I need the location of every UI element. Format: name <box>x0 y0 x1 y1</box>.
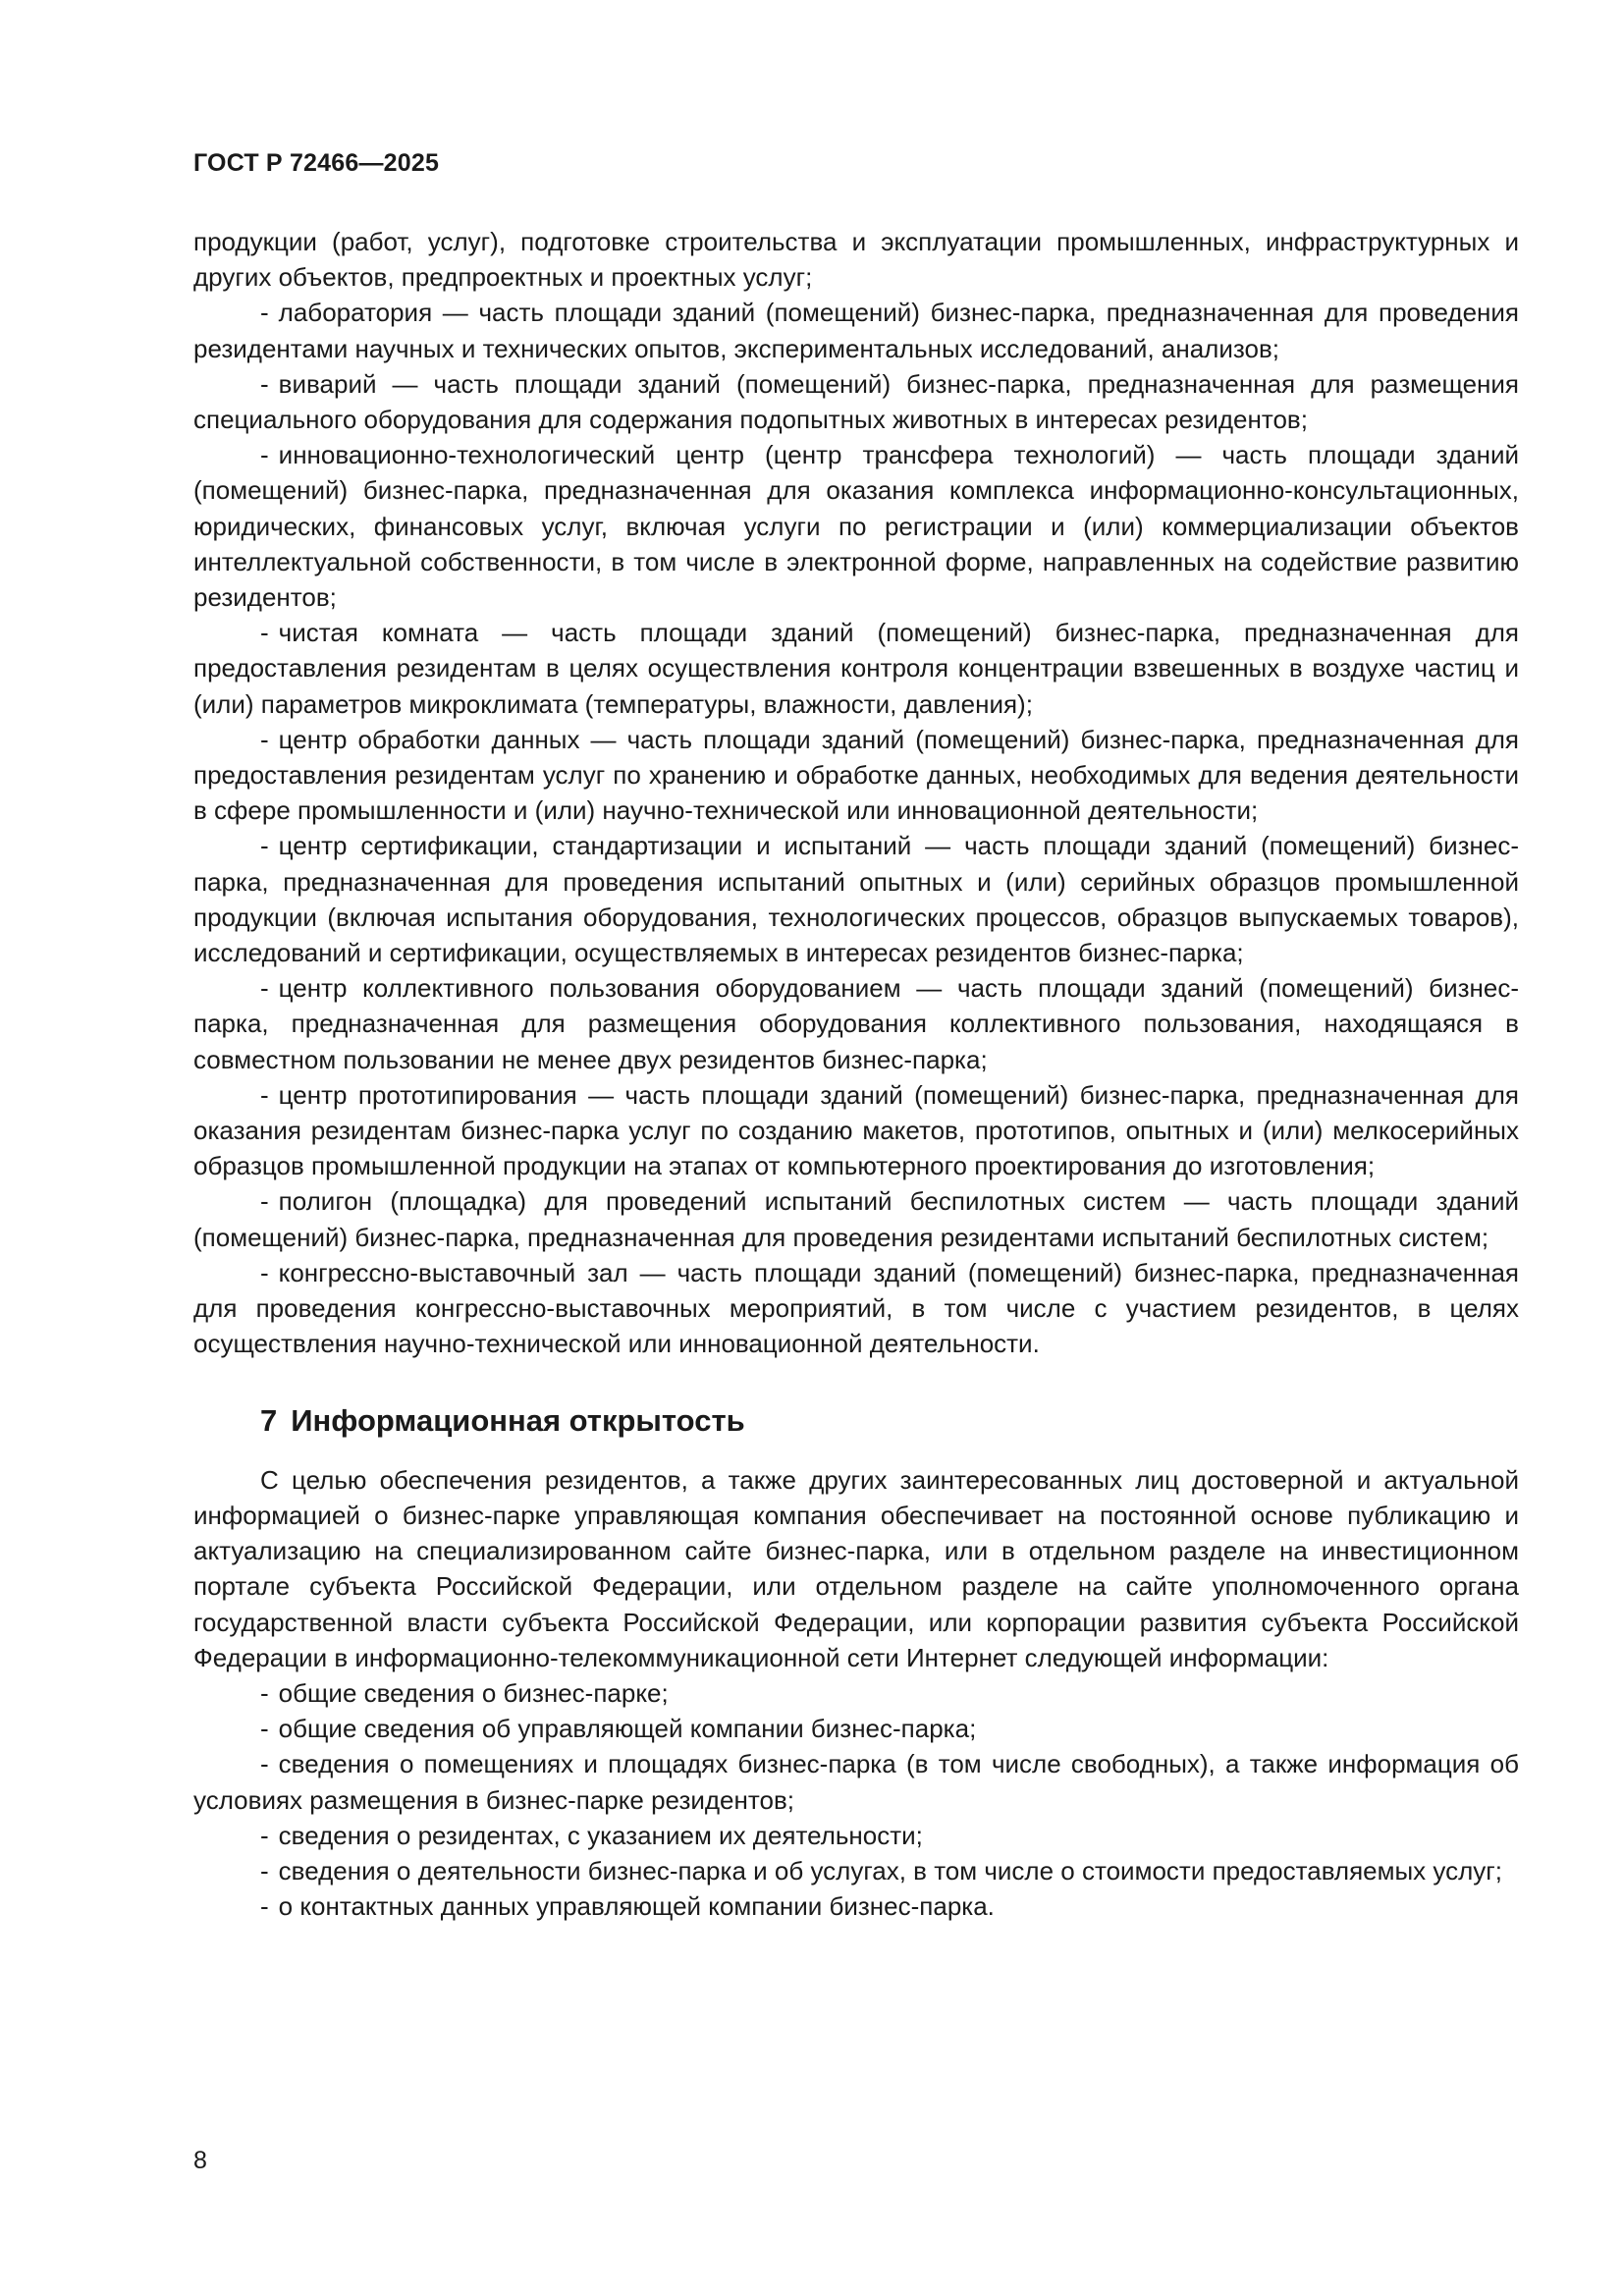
dash-marker: - <box>260 1714 269 1744</box>
dash-marker: - <box>260 368 269 399</box>
list-item <box>193 1853 1519 1888</box>
dash-marker: - <box>260 1257 269 1287</box>
section-number: 7 <box>260 1402 278 1438</box>
list-item-text: сведения о деятельности бизнес-парка и об услугах, в том числе о стоимости предоставляемых услуг; <box>278 1855 1502 1886</box>
page-number: 8 <box>193 2147 207 2174</box>
list-item <box>193 1818 1519 1853</box>
list-item <box>193 970 1519 1077</box>
list-item <box>193 615 1519 722</box>
list-item-text: центр обработки данных — часть площади зданий (помещений) бизнес-парка, предназначенная для предоставления резидентам услуг по хранению и обработке данных, необходимых для ведения деятельности в сфере промышленности и (или) научно-технической или инновационной деятельности; <box>193 724 1519 826</box>
document-code-header: ГОСТ Р 72466—2025 <box>193 149 440 177</box>
list-item <box>193 1711 1519 1746</box>
list-item <box>193 437 1519 615</box>
list-item-text: общие сведения о бизнес-парке; <box>278 1677 669 1708</box>
continued-paragraph: продукции (работ, услуг), подготовке строительства и эксплуатации промышленных, инфраструктурных и других объектов, предпроектных и проектных услуг; <box>193 227 1519 293</box>
list-item-text: центр сертификации, стандартизации и испытаний — часть площади зданий (помещений) бизнес-парка, предназначенная для проведения испытаний опытных и (или) серийных образцов промышленной продукции (включая испытания оборудования, технологических процессов, образцов выпускаемых товаров), исследований и сертификации, осуществляемых в интересах резидентов бизнес-парка; <box>193 831 1519 968</box>
list-item-text: инновационно-технологический центр (центр трансфера технологий) — часть площади зданий (помещений) бизнес-парка, предназначенная для оказания комплекса информационно-консультационных, юридических, финансовых услуг, включая услуги по регистрации и (или) коммерциализации объектов интеллектуальной собственности, в том числе в электронной форме, направленных на содействие развитию резидентов; <box>193 440 1519 613</box>
list-item <box>193 828 1519 970</box>
dash-marker: - <box>260 973 269 1004</box>
dash-marker: - <box>260 831 269 861</box>
list-item <box>193 366 1519 437</box>
list-item <box>193 1077 1519 1184</box>
list-item-text: сведения о помещениях и площадях бизнес-парка (в том числе свободных), а также информация об условиях размещения в бизнес-парке резидентов; <box>193 1749 1519 1815</box>
list-item-text: сведения о резидентах, с указанием их деятельности; <box>278 1820 923 1850</box>
dash-marker: - <box>260 1079 269 1110</box>
section-intro-paragraph: С целью обеспечения резидентов, а также других заинтересованных лиц достоверной и актуальной информацией о бизнес-парке управляющая компания обеспечивает на постоянной основе публикацию и актуализацию на специализированном сайте бизнес-парка, или в отдельном разделе на инвестиционном портале субъекта Российской Федерации, или отдельном разделе на сайте уполномоченного органа государственной власти субъекта Российской Федерации, или корпорации развития субъекта Российской Федерации в информационно-телекоммуникационной сети Интернет следующей информации: <box>193 1464 1519 1672</box>
list-item-text: центр коллективного пользования оборудованием — часть площади зданий (помещений) бизнес-парка, предназначенная для размещения оборудования коллективного пользования, находящаяся в совместном пользовании не менее двух резидентов бизнес-парка; <box>193 973 1519 1074</box>
dash-marker: - <box>260 1855 269 1886</box>
list-item-text: полигон (площадка) для проведений испытаний беспилотных систем — часть площади зданий (помещений) бизнес-парка, предназначенная для проведения резидентами испытаний беспилотных систем; <box>193 1186 1519 1252</box>
list-item-text: виварий — часть площади зданий (помещений) бизнес-парка, предназначенная для размещения специального оборудования для содержания подопытных животных в интересах резидентов; <box>193 368 1519 435</box>
list-item <box>193 722 1519 829</box>
list-item-text: общие сведения об управляющей компании бизнес-парка; <box>278 1714 977 1744</box>
dash-marker: - <box>260 1749 269 1779</box>
dash-marker: - <box>260 1186 269 1217</box>
dash-marker: - <box>260 1677 269 1708</box>
list-item-text: лаборатория — часть площади зданий (помещений) бизнес-парка, предназначенная для проведения резидентами научных и технических опытов, экспериментальных исследований, анализов; <box>193 298 1519 363</box>
list-item <box>193 1746 1519 1817</box>
list-item <box>193 1675 1519 1711</box>
list-item <box>193 295 1519 365</box>
list-item-text: о контактных данных управляющей компании бизнес-парка. <box>278 1891 995 1922</box>
list-item-text: центр прототипирования — часть площади зданий (помещений) бизнес-парка, предназначенная для оказания резидентам бизнес-парка услуг по созданию макетов, прототипов, опытных и (или) мелкосерийных образцов промышленной продукции на этапах от компьютерного проектирования до изготовления; <box>193 1079 1519 1181</box>
dash-marker: - <box>260 440 269 470</box>
dash-marker: - <box>260 1891 269 1922</box>
list-item-text: конгрессно-выставочный зал — часть площади зданий (помещений) бизнес-парка, предназначенная для проведения конгрессно-выставочных мероприятий, в том числе с участием резидентов, в целях осуществления научно-технической или инновационной деятельности. <box>193 1257 1519 1359</box>
section-title: Информационная открытость <box>291 1402 745 1438</box>
section-heading <box>193 1403 1519 1439</box>
list-item <box>193 1183 1519 1254</box>
dash-marker: - <box>260 618 269 648</box>
dash-marker: - <box>260 1820 269 1850</box>
list-item <box>193 1888 1519 1924</box>
list-item <box>193 1255 1519 1362</box>
dash-marker: - <box>260 724 269 754</box>
document-body <box>193 224 1519 1924</box>
list-item-text: чистая комната — часть площади зданий (помещений) бизнес-парка, предназначенная для предоставления резидентам в целях осуществления контроля концентрации взвешенных в воздухе частиц и (или) параметров микроклимата (температуры, влажности, давления); <box>193 618 1519 719</box>
dash-marker: - <box>260 298 269 328</box>
